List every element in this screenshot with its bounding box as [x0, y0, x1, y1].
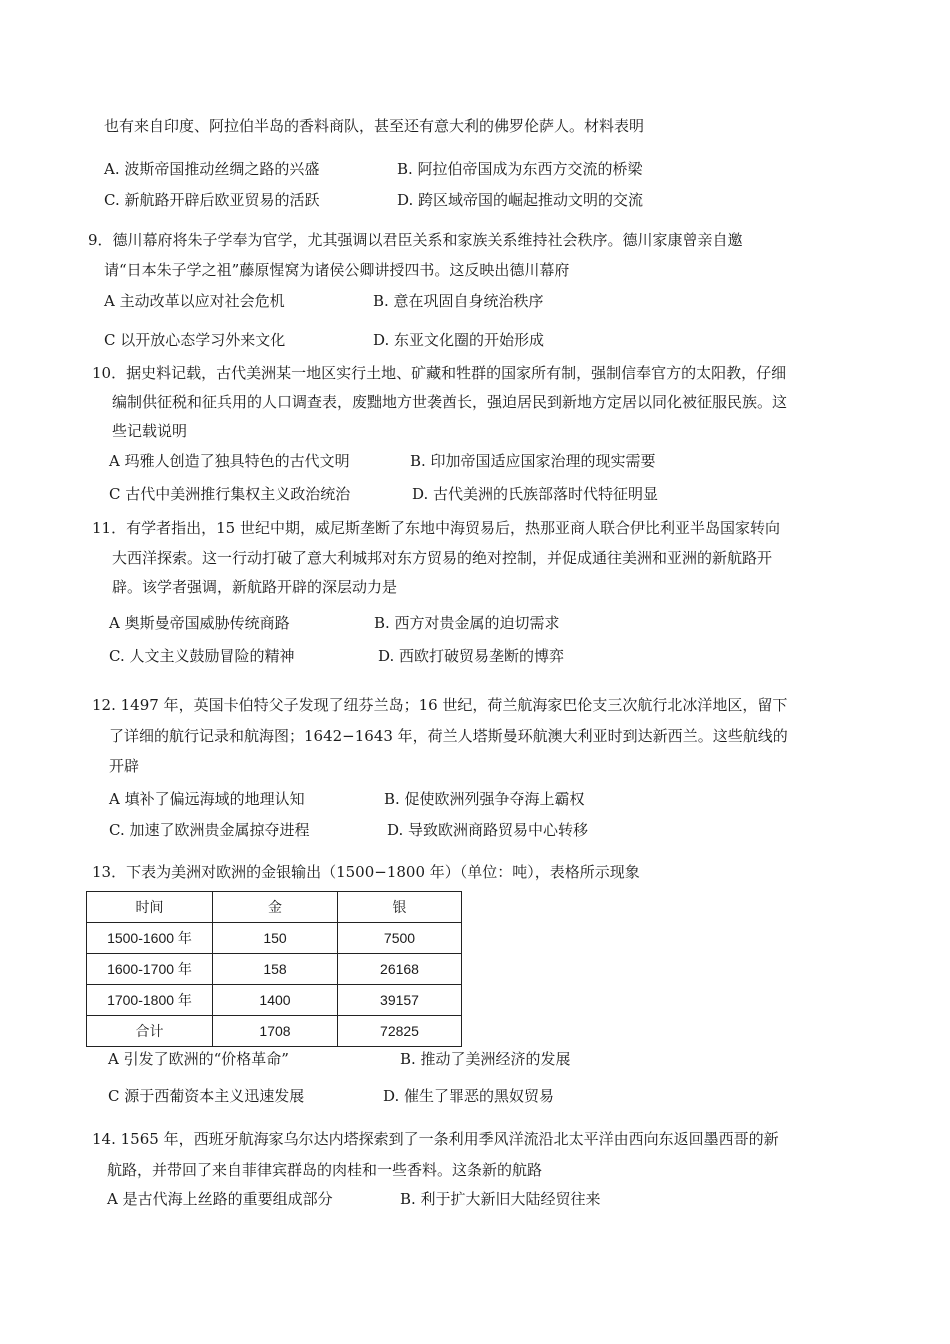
q8-option-a[interactable]: A. 波斯帝国推动丝绸之路的兴盛 — [104, 160, 320, 178]
table-row-total — [87, 1016, 462, 1047]
q11-option-b[interactable]: B. 西方对贵金属的迫切需求 — [374, 614, 560, 632]
q10-option-b[interactable]: B. 印加帝国适应国家治理的现实需要 — [410, 452, 656, 470]
q9-option-d[interactable]: D. 东亚文化圈的开始形成 — [373, 331, 545, 349]
table-cell: 7500 — [338, 923, 462, 954]
q10-option-a[interactable]: A 玛雅人创造了独具特色的古代文明 — [109, 452, 350, 470]
table-cell: 26168 — [338, 954, 462, 985]
table-cell: 39157 — [338, 985, 462, 1016]
q13-option-d[interactable]: D. 催生了罪恶的黑奴贸易 — [383, 1087, 555, 1105]
q11-option-d[interactable]: D. 西欧打破贸易垄断的博弈 — [378, 647, 565, 665]
table-cell: 合计 — [87, 1016, 213, 1047]
q8-option-b[interactable]: B. 阿拉伯帝国成为东西方交流的桥梁 — [397, 160, 643, 178]
q13-option-b[interactable]: B. 推动了美洲经济的发展 — [400, 1050, 571, 1068]
q8-option-c[interactable]: C. 新航路开辟后欧亚贸易的活跃 — [104, 191, 320, 209]
q10-stem-line-1: 10．据史料记载，古代美洲某一地区实行土地、矿藏和牲群的国家所有制，强制信奉官方的太阳教，仔细 — [92, 364, 787, 382]
q13-option-a[interactable]: A 引发了欧洲的“价格革命” — [108, 1050, 289, 1068]
table-header-cell: 银 — [338, 892, 462, 923]
q14-stem-line-2: 航路，并带回了来自菲律宾群岛的肉桂和一些香料。这条新的航路 — [107, 1161, 543, 1179]
q9-option-b[interactable]: B. 意在巩固自身统治秩序 — [373, 292, 544, 310]
q11-option-a[interactable]: A 奥斯曼帝国威胁传统商路 — [109, 614, 290, 632]
q12-stem-line-2: 了详细的航行记录和航海图；1642−1643 年，荷兰人塔斯曼环航澳大利亚时到达新西兰。这些航线的 — [109, 727, 788, 745]
q8-stem-tail: 也有来自印度、阿拉伯半岛的香料商队，甚至还有意大利的佛罗伦萨人。材料表明 — [104, 117, 645, 135]
table-row — [87, 923, 462, 954]
q10-stem-line-3: 些记载说明 — [112, 422, 188, 440]
q9-stem-line-1: 9．德川幕府将朱子学奉为官学，尤其强调以君臣关系和家族关系维持社会秩序。德川家康曾亲自邀 — [88, 231, 743, 249]
q11-option-c[interactable]: C. 人文主义鼓励冒险的精神 — [109, 647, 295, 665]
table-row — [87, 954, 462, 985]
table-cell: 150 — [213, 923, 338, 954]
q9-option-a[interactable]: A 主动改革以应对社会危机 — [104, 292, 285, 310]
q14-option-a[interactable]: A 是古代海上丝路的重要组成部分 — [107, 1190, 333, 1208]
gold-silver-table — [86, 891, 462, 1047]
table-cell: 1500-1600 年 — [87, 923, 213, 954]
q14-option-b[interactable]: B. 利于扩大新旧大陆经贸往来 — [400, 1190, 601, 1208]
q10-stem-line-2: 编制供征税和征兵用的人口调查表，废黜地方世袭酋长，强迫居民到新地方定居以同化被征服民族。这 — [112, 393, 788, 411]
q12-option-a[interactable]: A 填补了偏远海域的地理认知 — [109, 790, 305, 808]
q10-option-c[interactable]: C 古代中美洲推行集权主义政治统治 — [109, 485, 351, 503]
q11-stem-line-1: 11．有学者指出，15 世纪中期，威尼斯垄断了东地中海贸易后，热那亚商人联合伊比利亚半岛国家转向 — [92, 519, 780, 537]
table-header-cell: 时间 — [87, 892, 213, 923]
table-header-cell: 金 — [213, 892, 338, 923]
q13-stem: 13．下表为美洲对欧洲的金银输出（1500−1800 年）（单位：吨），表格所示现象 — [92, 863, 640, 881]
q9-option-c[interactable]: C 以开放心态学习外来文化 — [104, 331, 286, 349]
table-row — [87, 985, 462, 1016]
table-header-row — [87, 892, 462, 923]
table-cell: 72825 — [338, 1016, 462, 1047]
table-cell: 1700-1800 年 — [87, 985, 213, 1016]
q11-stem-line-3: 辟。该学者强调，新航路开辟的深层动力是 — [112, 578, 398, 596]
q11-stem-line-2: 大西洋探索。这一行动打破了意大利城邦对东方贸易的绝对控制，并促成通往美洲和亚洲的新航路开 — [112, 549, 773, 567]
q9-stem-line-2: 请“日本朱子学之祖”藤原惺窝为诸侯公卿讲授四书。这反映出德川幕府 — [104, 261, 570, 279]
q12-stem-line-1: 12. 1497 年，英国卡伯特父子发现了纽芬兰岛；16 世纪，荷兰航海家巴伦支三次航行北冰洋地区，留下 — [92, 696, 788, 714]
q12-option-b[interactable]: B. 促使欧洲列强争夺海上霸权 — [384, 790, 585, 808]
q12-option-d[interactable]: D. 导致欧洲商路贸易中心转移 — [387, 821, 589, 839]
table-cell: 1600-1700 年 — [87, 954, 213, 985]
table-cell: 1400 — [213, 985, 338, 1016]
q12-stem-line-3: 开辟 — [109, 757, 140, 775]
q13-option-c[interactable]: C 源于西葡资本主义迅速发展 — [108, 1087, 305, 1105]
q14-stem-line-1: 14. 1565 年，西班牙航海家乌尔达内塔探索到了一条利用季风洋流沿北太平洋由西向东返回墨西哥的新 — [92, 1130, 779, 1148]
table-cell: 1708 — [213, 1016, 338, 1047]
table-cell: 158 — [213, 954, 338, 985]
q8-option-d[interactable]: D. 跨区域帝国的崛起推动文明的交流 — [397, 191, 644, 209]
q12-option-c[interactable]: C. 加速了欧洲贵金属掠夺进程 — [109, 821, 310, 839]
q10-option-d[interactable]: D. 古代美洲的氏族部落时代特征明显 — [412, 485, 659, 503]
